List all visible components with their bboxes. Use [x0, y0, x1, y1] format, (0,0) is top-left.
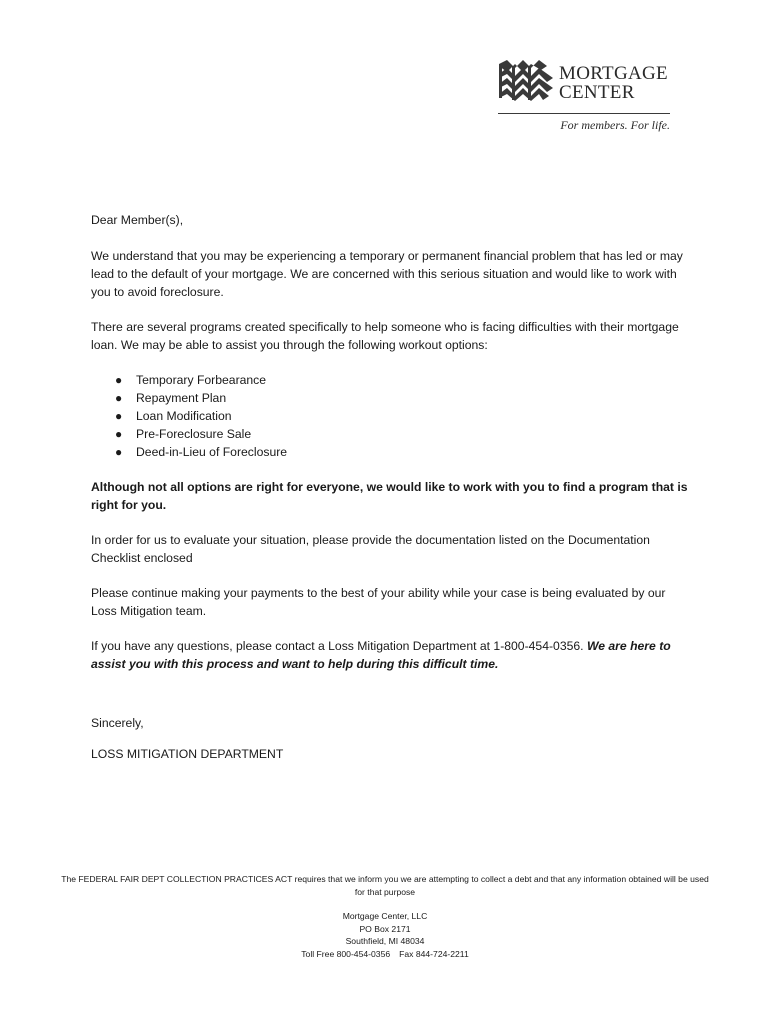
- bullet-icon: ●: [115, 373, 123, 387]
- paragraph-contact: [91, 637, 691, 673]
- option-label: Repayment Plan: [136, 391, 227, 405]
- list-item: [91, 425, 691, 443]
- paragraph-situation: We understand that you may be experiencing a temporary or permanent financial problem that has led or may lead to the default of your mortgage. We are concerned with this serious situation and would like to work with you to avoid foreclosure.: [91, 249, 683, 299]
- option-label: Temporary Forbearance: [136, 373, 267, 387]
- po-box: PO Box 2171: [359, 923, 411, 934]
- option-label: Deed-in-Lieu of Foreclosure: [136, 445, 288, 459]
- contact-text: If you have any questions, please contact a Loss Mitigation Department at 1-800-454-0356.: [91, 639, 584, 653]
- letter-body: [91, 211, 691, 763]
- list-item: [91, 443, 691, 461]
- bullet-icon: ●: [115, 391, 123, 405]
- workout-options-list: [91, 371, 691, 461]
- list-item: [91, 371, 691, 389]
- letter-footer: [60, 873, 710, 960]
- signature: LOSS MITIGATION DEPARTMENT: [91, 747, 284, 761]
- salutation: Dear Member(s),: [91, 213, 184, 227]
- option-label: Loan Modification: [136, 409, 232, 423]
- mortgage-center-logo: [497, 58, 673, 136]
- option-label: Pre-Foreclosure Sale: [136, 427, 252, 441]
- closing: Sincerely,: [91, 716, 144, 730]
- list-item: [91, 389, 691, 407]
- paragraph-documentation: In order for us to evaluate your situation, please provide the documentation listed on the Documentation Checklist enclosed: [91, 533, 650, 565]
- bullet-icon: ●: [115, 445, 123, 459]
- logo-tagline: For members. For life.: [560, 118, 670, 132]
- fdcpa-notice: The FEDERAL FAIR DEPT COLLECTION PRACTICES ACT requires that we inform you we are attempting to collect a debt and that any information obtained will be used for that purpose: [61, 874, 709, 897]
- bullet-icon: ●: [115, 427, 123, 441]
- paragraph-programs: There are several programs created specifically to help someone who is facing difficulties with their mortgage loan. We may be able to assist you through the following workout options:: [91, 320, 679, 352]
- company-name: Mortgage Center, LLC: [342, 911, 428, 921]
- logo-word-mortgage: MORTGAGE: [559, 63, 668, 84]
- logo-divider: [498, 113, 670, 114]
- logo-mark-icon: [497, 60, 555, 102]
- toll-free-number: Toll Free 800-454-0356: [301, 948, 391, 959]
- paragraph-payments: Please continue making your payments to the best of your ability while your case is being evaluated by our Loss Mitigation team.: [91, 586, 666, 618]
- city-state-zip: Southfield, MI 48034: [345, 936, 425, 946]
- contact-emphasis: We are here to assist you with this process and want to help during this difficult time.: [91, 639, 671, 671]
- list-item: [91, 407, 691, 425]
- fax-number: Fax 844-724-2211: [399, 948, 469, 959]
- paragraph-options-note: Although not all options are right for everyone, we would like to work with you to find a program that is right for you.: [91, 480, 688, 512]
- phone-fax-line: [60, 948, 710, 961]
- logo-word-center: CENTER: [559, 82, 635, 103]
- bullet-icon: ●: [115, 409, 123, 423]
